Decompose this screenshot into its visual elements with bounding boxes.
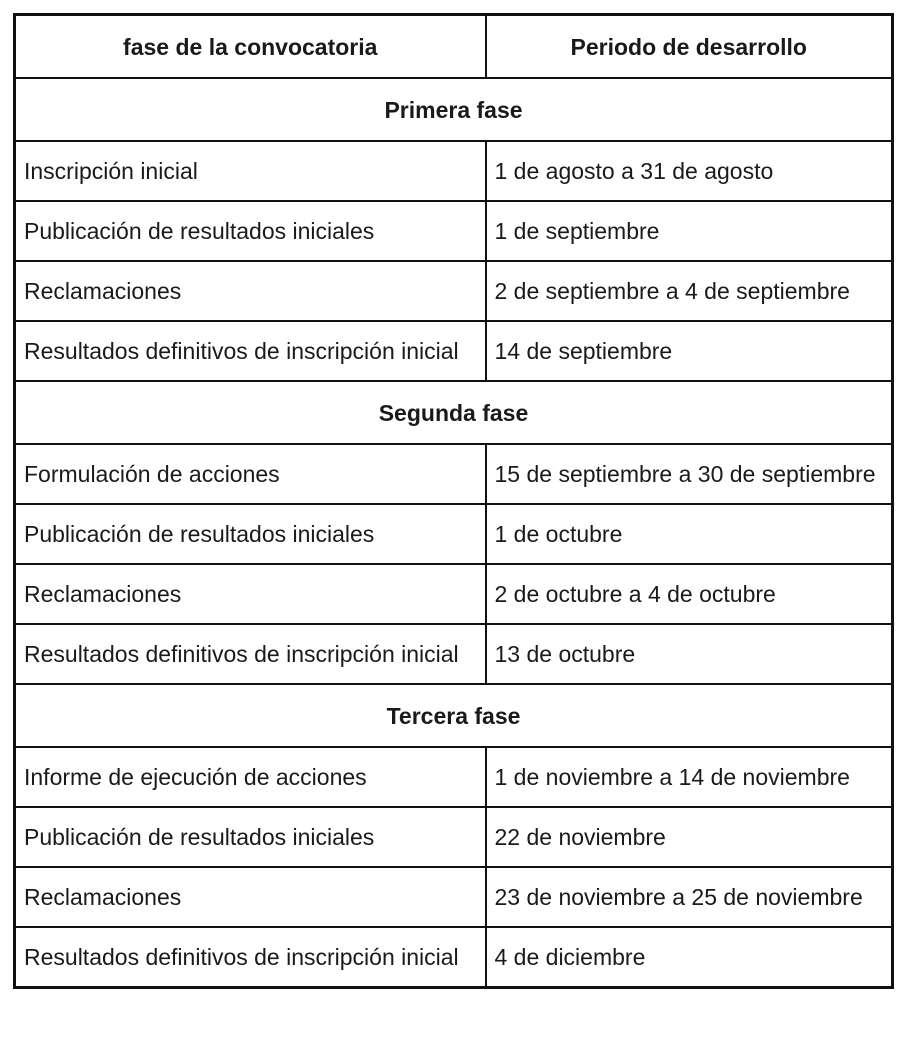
table-row [15,927,893,988]
table-row [15,141,893,201]
activity-cell: Resultados definitivos de inscripción inicial [15,624,486,684]
table-row [15,807,893,867]
phase-title: Segunda fase [15,381,893,444]
header-row [15,15,893,79]
activity-cell: Publicación de resultados iniciales [15,201,486,261]
table-row [15,321,893,381]
period-cell: 1 de agosto a 31 de agosto [486,141,893,201]
activity-cell: Informe de ejecución de acciones [15,747,486,807]
period-cell: 4 de diciembre [486,927,893,988]
activity-cell: Reclamaciones [15,261,486,321]
activity-cell: Publicación de resultados iniciales [15,504,486,564]
phase-title: Primera fase [15,78,893,141]
activity-cell: Formulación de acciones [15,444,486,504]
activity-cell: Reclamaciones [15,564,486,624]
phase-row-primera [15,78,893,141]
period-cell: 14 de septiembre [486,321,893,381]
period-cell: 15 de septiembre a 30 de septiembre [486,444,893,504]
header-phase: fase de la convocatoria [15,15,486,79]
table-row [15,747,893,807]
period-cell: 13 de octubre [486,624,893,684]
activity-cell: Inscripción inicial [15,141,486,201]
table-row [15,201,893,261]
table-row [15,867,893,927]
table-row [15,624,893,684]
activity-cell: Resultados definitivos de inscripción inicial [15,927,486,988]
phase-row-segunda [15,381,893,444]
period-cell: 23 de noviembre a 25 de noviembre [486,867,893,927]
period-cell: 1 de noviembre a 14 de noviembre [486,747,893,807]
period-cell: 1 de octubre [486,504,893,564]
activity-cell: Publicación de resultados iniciales [15,807,486,867]
period-cell: 22 de noviembre [486,807,893,867]
table-row [15,564,893,624]
header-period: Periodo de desarrollo [486,15,893,79]
table-row [15,504,893,564]
period-cell: 1 de septiembre [486,201,893,261]
schedule-table [13,13,894,989]
phase-row-tercera [15,684,893,747]
period-cell: 2 de octubre a 4 de octubre [486,564,893,624]
table-row [15,261,893,321]
period-cell: 2 de septiembre a 4 de septiembre [486,261,893,321]
activity-cell: Reclamaciones [15,867,486,927]
activity-cell: Resultados definitivos de inscripción inicial [15,321,486,381]
phase-title: Tercera fase [15,684,893,747]
table-row [15,444,893,504]
